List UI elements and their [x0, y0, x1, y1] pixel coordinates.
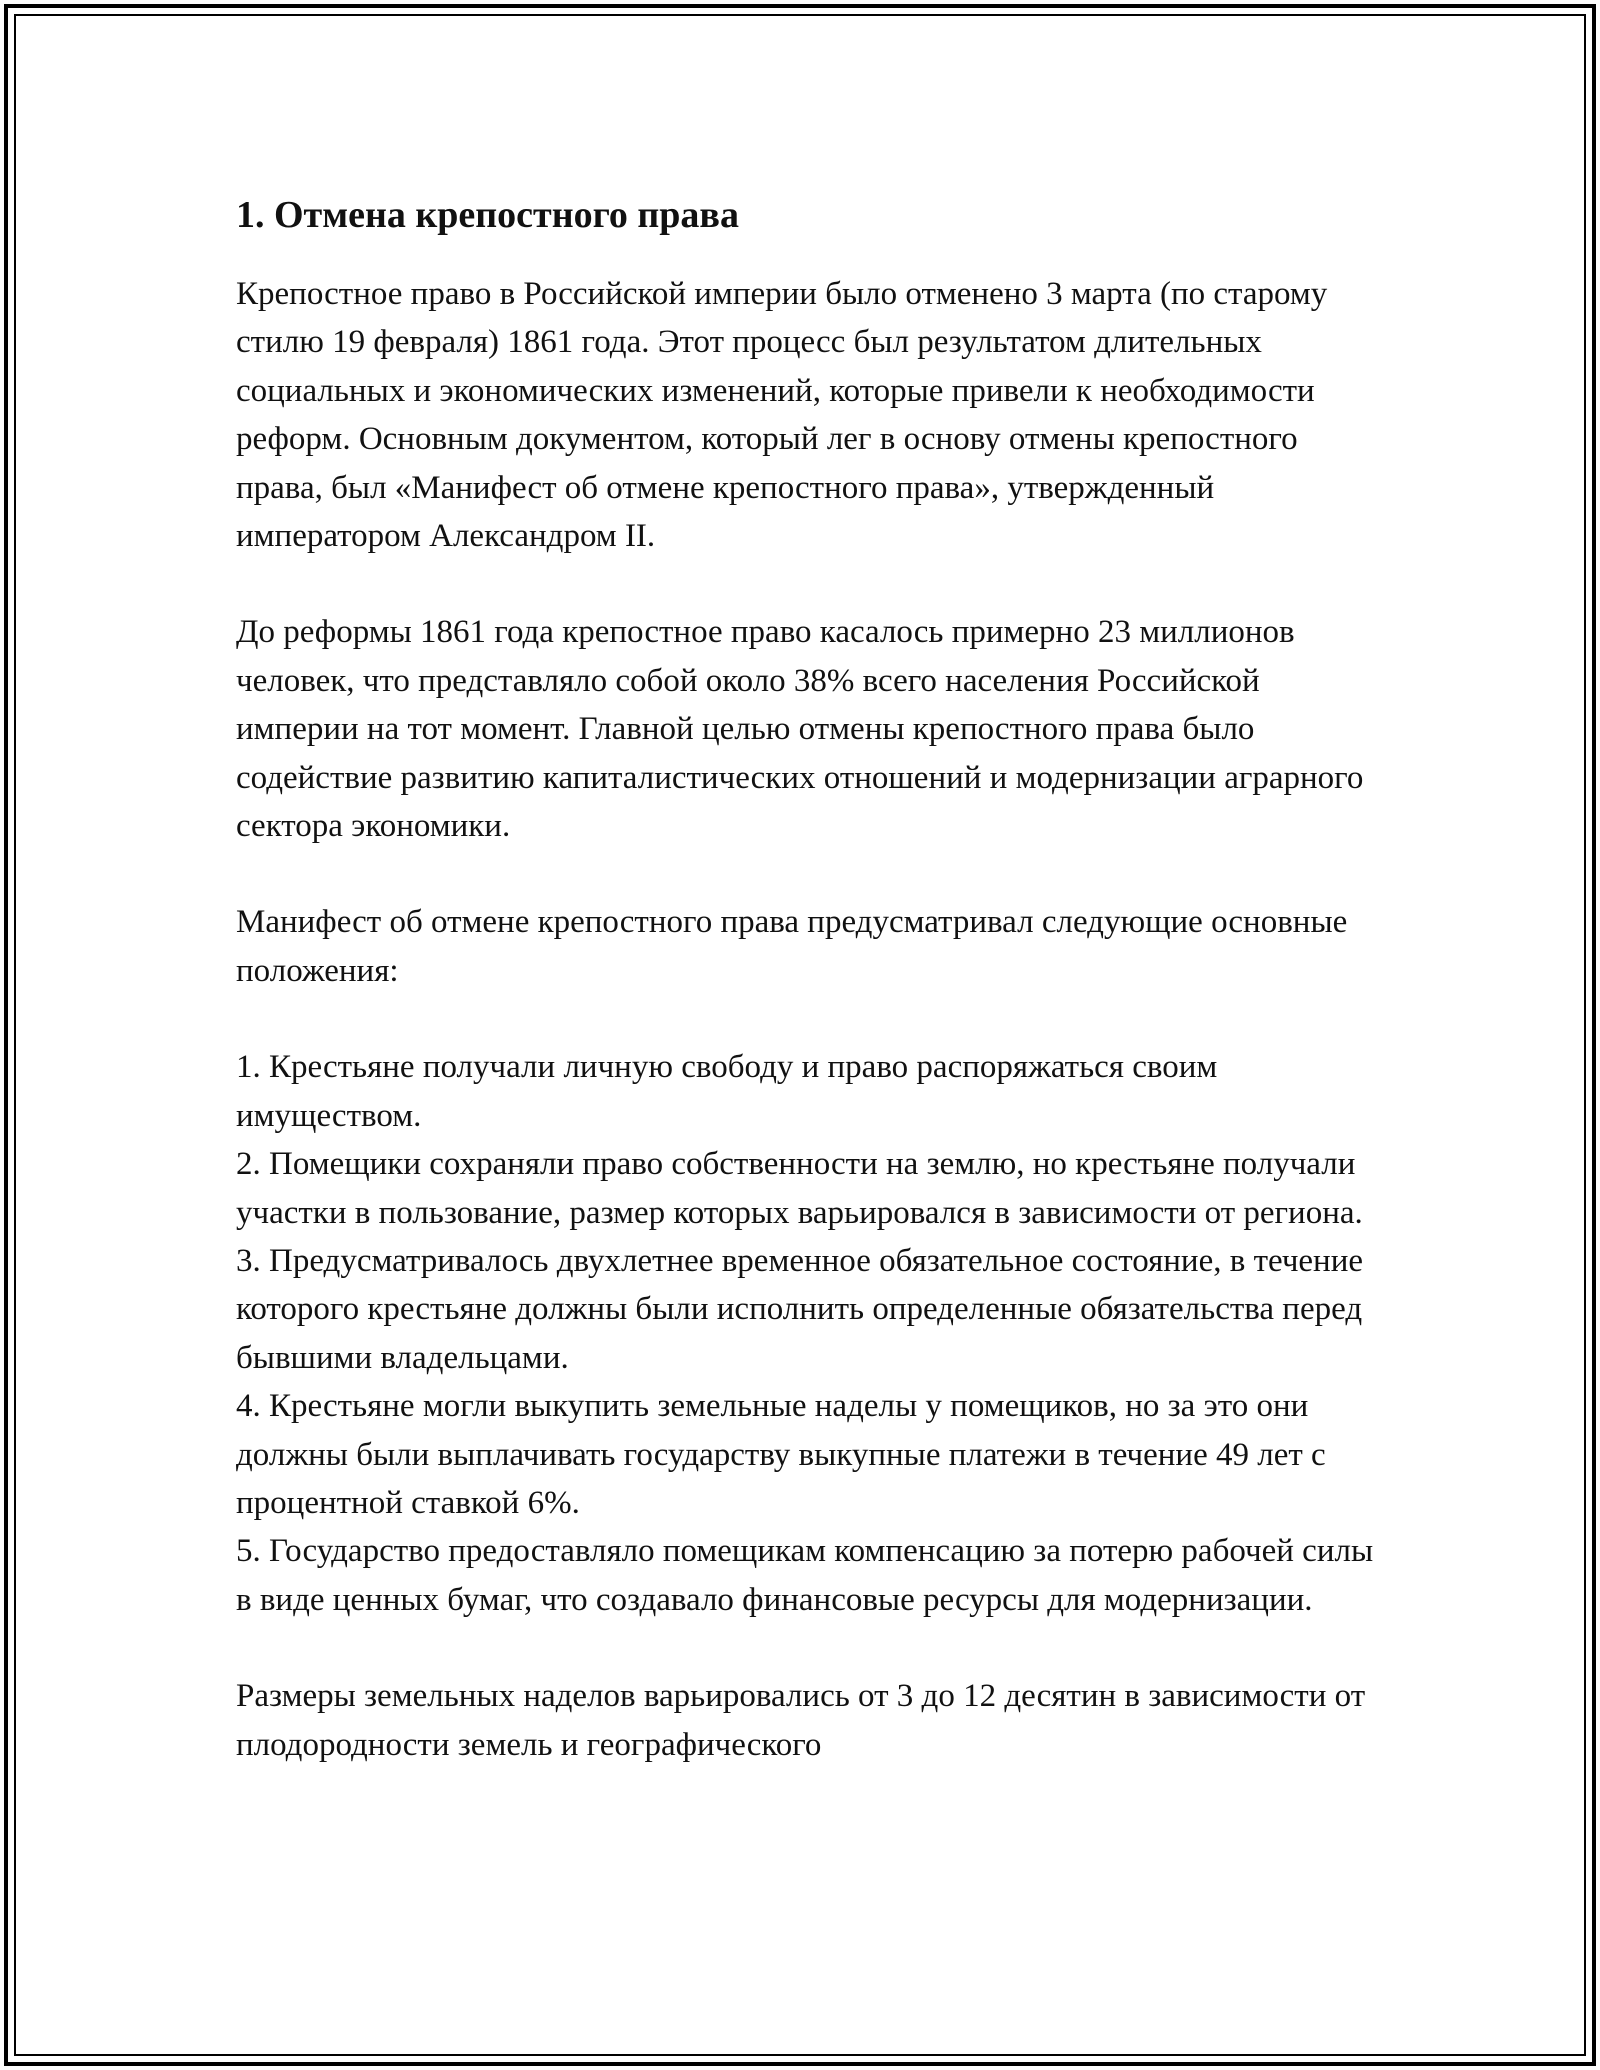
- provisions-list: [236, 1043, 1376, 1624]
- list-item: 5. Государство предоставляло помещикам компенсацию за потерю рабочей силы в виде ценных бумаг, что создавало финансовые ресурсы для модернизации.: [236, 1533, 1374, 1618]
- paragraph-land-sizes: Размеры земельных наделов варьировались от 3 до 12 десятин в зависимости от плодородности земель и географического: [236, 1678, 1366, 1763]
- paragraph-statistics: До реформы 1861 года крепостное право касалось примерно 23 миллионов человек, что представляло собой около 38% всего населения Российской империи на тот момент. Главной целью отмены крепостного права было содействие развитию капиталистических отношений и модернизации аграрного сектора экономики.: [236, 614, 1364, 845]
- paragraph-intro: Крепостное право в Российской империи было отменено 3 марта (по старому стилю 19 февраля) 1861 года. Этот процесс был результатом длительных социальных и экономических изменений, которые привели к необходимости реформ. Основным документом, который лег в основу отмены крепостного права, был «Манифест об отмене крепостного права», утвержденный императором Александром II.: [236, 276, 1328, 555]
- document-body: [236, 190, 1376, 1769]
- list-item: 2. Помещики сохраняли право собственности на землю, но крестьяне получали участки в пользование, размер которых варьировался в зависимости от региона.: [236, 1146, 1363, 1231]
- paragraph-manifest-intro: Манифест об отмене крепостного права предусматривал следующие основные положения:: [236, 904, 1348, 989]
- list-item: 3. Предусматривалось двухлетнее временное обязательное состояние, в течение которого крестьяне должны были исполнить определенные обязательства перед бывшими владельцами.: [236, 1242, 1364, 1376]
- section-heading: 1. Отмена крепостного права: [236, 194, 739, 236]
- list-item: 1. Крестьяне получали личную свободу и право распоряжаться своим имуществом.: [236, 1049, 1218, 1134]
- list-item: 4. Крестьяне могли выкупить земельные наделы у помещиков, но за это они должны были выплачивать государству выкупные платежи в течение 49 лет с процентной ставкой 6%.: [236, 1388, 1326, 1521]
